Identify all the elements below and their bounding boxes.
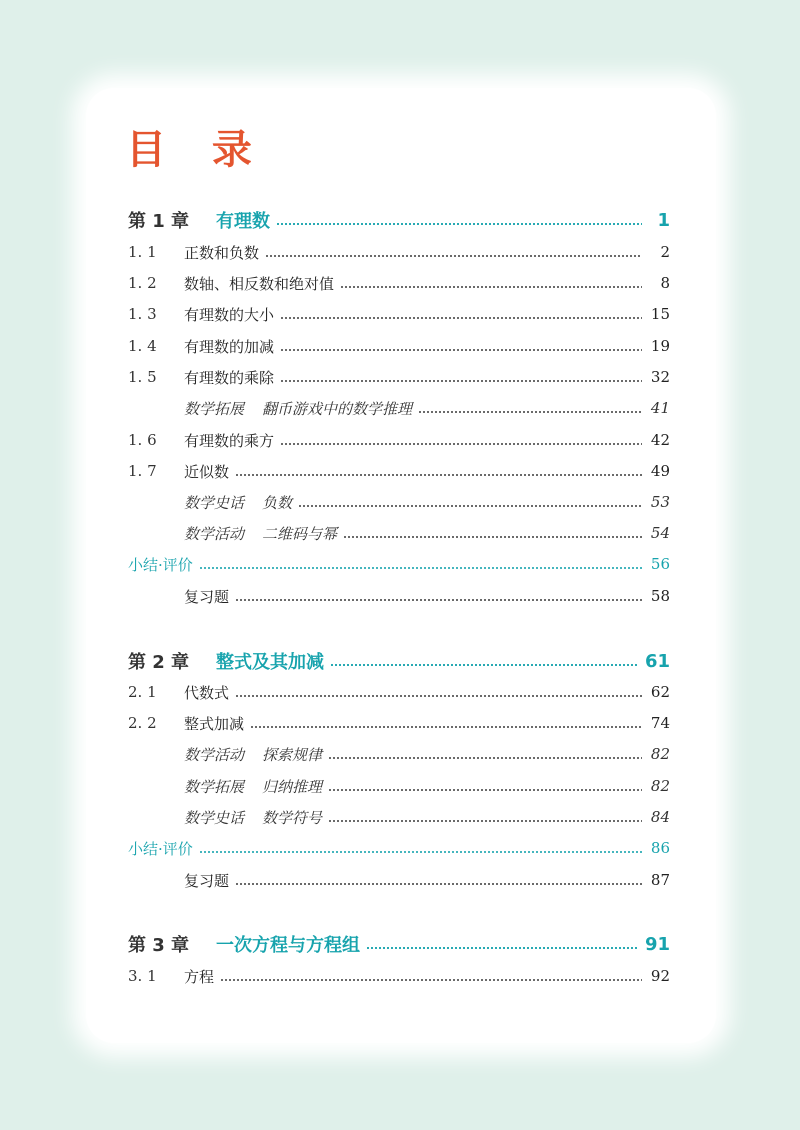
page-number: 1 <box>657 209 670 231</box>
chapter-number: 第 1 章 <box>128 211 190 232</box>
section-title: 有理数的乘方 <box>184 431 275 450</box>
chapter-title: 整式及其加减 <box>216 652 324 673</box>
dot-leader <box>280 380 642 382</box>
toc-subentry[interactable] <box>128 488 670 516</box>
review-entry[interactable] <box>128 866 670 894</box>
summary-title: 小结·评价 <box>128 555 193 574</box>
page-title: 目 录 <box>126 127 268 173</box>
dot-leader <box>418 411 642 413</box>
section-title: 有理数的大小 <box>184 305 275 324</box>
toc-entry[interactable] <box>128 238 670 266</box>
page-number: 74 <box>650 714 670 732</box>
entry-title: 探索规律 <box>262 745 323 764</box>
section-number: 2. 2 <box>128 714 157 732</box>
section-number: 1. 6 <box>128 431 157 449</box>
page-number: 62 <box>650 683 670 701</box>
dot-leader <box>280 349 642 351</box>
dot-leader <box>328 820 642 822</box>
dot-leader <box>280 443 642 445</box>
dot-leader <box>265 255 642 257</box>
dot-leader <box>250 726 642 728</box>
page-number: 19 <box>650 337 670 355</box>
chapter-title: 有理数 <box>216 211 270 232</box>
summary-entry[interactable] <box>128 550 670 578</box>
dot-leader <box>235 883 642 885</box>
page-number: 2 <box>660 243 670 261</box>
dot-leader <box>199 851 642 853</box>
entry-title: 二维码与幂 <box>262 524 338 543</box>
toc-subentry[interactable] <box>128 772 670 800</box>
entry-tag: 数学史话 <box>184 493 245 512</box>
chapter-number: 第 2 章 <box>128 652 190 673</box>
page-number: 82 <box>650 745 670 763</box>
summary-title: 小结·评价 <box>128 839 193 858</box>
page-number: 86 <box>650 839 670 857</box>
section-number: 1. 1 <box>128 243 157 261</box>
dot-leader <box>220 979 642 981</box>
toc-entry[interactable] <box>128 678 670 706</box>
dot-leader <box>199 567 642 569</box>
section-title: 有理数的乘除 <box>184 368 275 387</box>
section-title: 有理数的加减 <box>184 337 275 356</box>
entry-tag: 数学拓展 <box>184 399 245 418</box>
page-number: 58 <box>650 587 670 605</box>
dot-leader <box>328 789 642 791</box>
section-number: 1. 3 <box>128 305 157 323</box>
section-number: 1. 5 <box>128 368 157 386</box>
entry-tag: 数学活动 <box>184 524 245 543</box>
page-number: 32 <box>650 368 670 386</box>
page-number: 84 <box>650 808 670 826</box>
page-number: 61 <box>644 650 670 672</box>
toc-entry[interactable] <box>128 332 670 360</box>
section-title: 近似数 <box>184 462 230 481</box>
toc-entry[interactable] <box>128 962 670 990</box>
dot-leader <box>280 317 642 319</box>
entry-tag: 数学拓展 <box>184 777 245 796</box>
section-number: 1. 4 <box>128 337 157 355</box>
chapter-number: 第 3 章 <box>128 935 190 956</box>
page-number: 49 <box>650 462 670 480</box>
dot-leader <box>235 599 642 601</box>
entry-title: 翻币游戏中的数学推理 <box>262 399 413 418</box>
page-number: 91 <box>644 933 670 955</box>
dot-leader <box>328 757 642 759</box>
page-number: 41 <box>650 399 670 417</box>
chapter-3-heading[interactable] <box>128 930 670 958</box>
toc-entry[interactable] <box>128 426 670 454</box>
page-number: 87 <box>650 871 670 889</box>
entry-tag: 数学史话 <box>184 808 245 827</box>
page-number: 15 <box>650 305 670 323</box>
page-number: 8 <box>660 274 670 292</box>
entry-tag: 数学活动 <box>184 745 245 764</box>
section-title: 代数式 <box>184 683 230 702</box>
toc-subentry[interactable] <box>128 394 670 422</box>
entry-title: 数学符号 <box>262 808 323 827</box>
chapter-title: 一次方程与方程组 <box>216 935 360 956</box>
section-number: 1. 7 <box>128 462 157 480</box>
entry-title: 归纳推理 <box>262 777 323 796</box>
summary-entry[interactable] <box>128 834 670 862</box>
section-title: 正数和负数 <box>184 243 260 262</box>
dot-leader <box>235 695 642 697</box>
toc-entry[interactable] <box>128 709 670 737</box>
page-number: 42 <box>650 431 670 449</box>
dot-leader <box>343 536 642 538</box>
section-title: 方程 <box>184 967 215 986</box>
toc-entry[interactable] <box>128 269 670 297</box>
chapter-1-heading[interactable] <box>128 206 670 234</box>
toc-subentry[interactable] <box>128 740 670 768</box>
page-number: 92 <box>650 967 670 985</box>
toc-entry[interactable] <box>128 300 670 328</box>
section-number: 1. 2 <box>128 274 157 292</box>
review-title: 复习题 <box>184 587 230 606</box>
chapter-2-heading[interactable] <box>128 647 670 675</box>
dot-leader <box>366 947 639 949</box>
review-title: 复习题 <box>184 871 230 890</box>
page-number: 82 <box>650 777 670 795</box>
dot-leader <box>276 223 642 225</box>
page-number: 54 <box>650 524 670 542</box>
section-title: 整式加减 <box>184 714 245 733</box>
page-number: 56 <box>650 555 670 573</box>
page-number: 53 <box>650 493 670 511</box>
dot-leader <box>298 505 642 507</box>
section-title: 数轴、相反数和绝对值 <box>184 274 335 293</box>
toc-entry[interactable] <box>128 457 670 485</box>
toc-subentry[interactable] <box>128 519 670 547</box>
toc-subentry[interactable] <box>128 803 670 831</box>
toc-entry[interactable] <box>128 363 670 391</box>
dot-leader <box>340 286 642 288</box>
section-number: 3. 1 <box>128 967 157 985</box>
section-number: 2. 1 <box>128 683 157 701</box>
dot-leader <box>235 474 642 476</box>
dot-leader <box>330 664 639 666</box>
review-entry[interactable] <box>128 582 670 610</box>
entry-title: 负数 <box>262 493 293 512</box>
